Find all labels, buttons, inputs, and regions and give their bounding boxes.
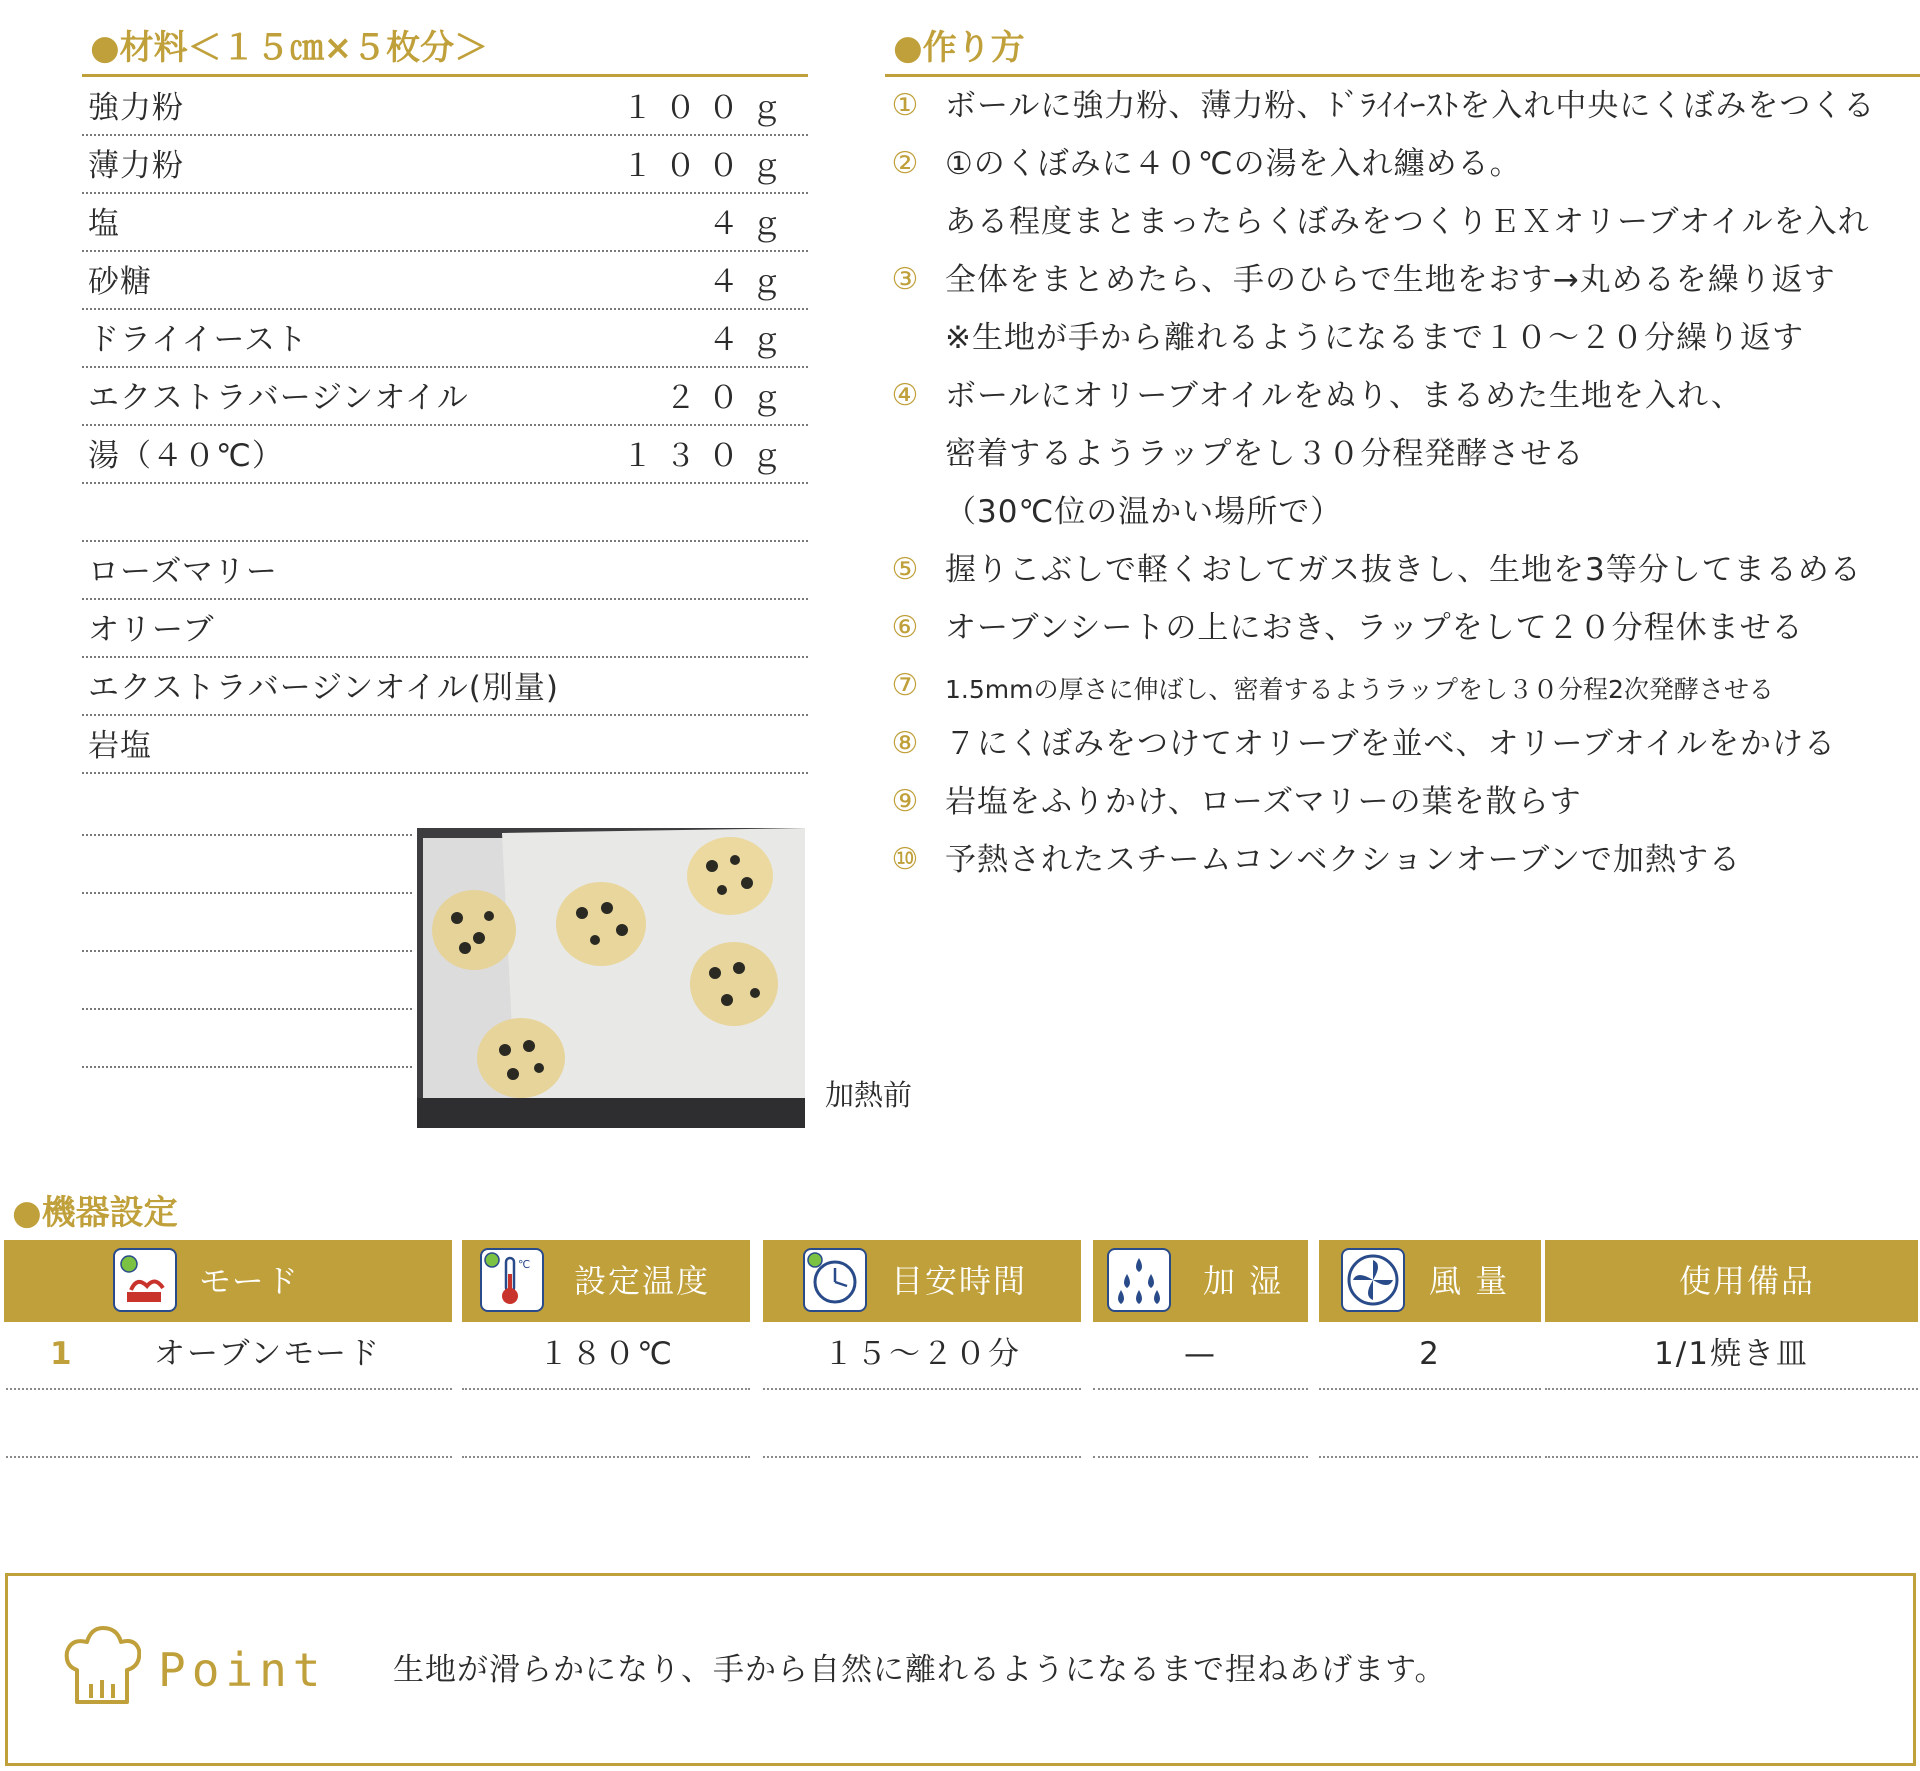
header-time — [763, 1240, 1081, 1322]
step-number: ⑤ — [891, 552, 919, 587]
ingredient-row — [82, 136, 808, 194]
ingredient-name: 砂糖 — [88, 264, 152, 300]
method-step — [885, 140, 1915, 190]
ingredient-row — [82, 78, 808, 136]
row-divider — [462, 1456, 750, 1458]
method-step — [885, 836, 1915, 886]
method-step — [885, 198, 1915, 248]
blank-line — [82, 892, 412, 894]
ingredient-name: エクストラバージンオイル — [88, 380, 469, 416]
point-box — [5, 1573, 1916, 1766]
method-step — [885, 546, 1915, 596]
step-number: ① — [891, 88, 919, 123]
ingredient-quantity: ２０ｇ — [665, 380, 794, 416]
method-step — [885, 778, 1915, 828]
method-step — [885, 82, 1915, 132]
step-text: 岩塩をふりかけ、ローズマリーの葉を散らす — [945, 784, 1582, 820]
step-number: ⑧ — [891, 726, 919, 761]
step-text: ボールにオリーブオイルをぬり、まるめた生地を入れ、 — [945, 378, 1743, 414]
ingredient-quantity: ４ｇ — [708, 206, 794, 242]
step-text: 予熱されたスチームコンベクションオーブンで加熱する — [945, 842, 1741, 878]
point-text: 生地が滑らかになり、手から自然に離れるようになるまで捏ねあげます。 — [393, 1652, 1447, 1688]
step-text: 全体をまとめたら、手のひらで生地をおす→丸めるを繰り返す — [945, 262, 1836, 298]
header-items-label: 使用備品 — [1679, 1262, 1816, 1300]
blank-line — [82, 834, 412, 836]
step-text: ※生地が手から離れるようになるまで１０～２０分繰り返す — [945, 320, 1804, 356]
ingredient-name: 岩塩 — [88, 728, 152, 764]
method-title-rule — [885, 74, 1920, 77]
step-text: オーブンシートの上におき、ラップをして２０分程休ませる — [945, 610, 1804, 646]
ingredient-row — [82, 542, 808, 600]
fan-value: 2 — [1419, 1336, 1441, 1372]
humid-value: — — [1184, 1336, 1217, 1372]
mode-value: オーブンモード — [154, 1336, 381, 1372]
step-number: ⑦ — [891, 668, 919, 703]
ingredient-name: エクストラバージンオイル(別量) — [88, 670, 559, 706]
ingredient-quantity: １００ｇ — [622, 148, 794, 184]
water-drops-icon — [1107, 1248, 1171, 1312]
ingredient-row — [82, 368, 808, 426]
row-divider — [1093, 1388, 1308, 1390]
ingredient-name: オリーブ — [88, 612, 215, 648]
row-divider — [1545, 1388, 1918, 1390]
temp-value: １８０℃ — [538, 1336, 674, 1372]
step-text: 握りこぶしで軽くおしてガス抜きし、生地を3等分してまるめる — [945, 552, 1862, 588]
method-step — [885, 720, 1915, 770]
row-divider — [763, 1456, 1081, 1458]
ingredient-row — [82, 658, 808, 716]
step-text: 1.5mmの厚さに伸ばし、密着するようラップをし３０分程2次発酵させる — [945, 675, 1774, 704]
method-step — [885, 372, 1915, 422]
step-text: 密着するようラップをし３０分程発酵させる — [945, 436, 1585, 472]
time-value: １５～２０分 — [823, 1336, 1021, 1372]
ingredient-name: 強力粉 — [88, 90, 184, 126]
step-number: ⑨ — [891, 784, 919, 819]
step-number: ⑥ — [891, 610, 919, 645]
header-temp — [462, 1240, 750, 1322]
step-text: ボールに強力粉、薄力粉、ﾄﾞﾗｲｲｰｽﾄを入れ中央にくぼみをつくる — [945, 88, 1876, 124]
blank-line — [82, 950, 412, 952]
ingredient-row — [82, 484, 808, 542]
oven-mode-icon — [113, 1248, 177, 1312]
header-items — [1545, 1240, 1918, 1322]
ingredient-quantity: １３０ｇ — [622, 438, 794, 474]
ingredient-name: 塩 — [88, 206, 120, 242]
row-divider — [1319, 1456, 1541, 1458]
step-text: ある程度まとまったらくぼみをつくりＥＸオリーブオイルを入れ — [945, 204, 1870, 240]
items-value: 1/1焼き皿 — [1654, 1336, 1809, 1372]
ingredients-title: ●材料＜１５㎝×５枚分＞ — [90, 28, 489, 68]
method-step — [885, 430, 1915, 480]
step-text: ７にくぼみをつけてオリーブを並べ、オリーブオイルをかける — [945, 726, 1837, 762]
ingredient-name: ドライイースト — [88, 322, 308, 358]
step-text: ①のくぼみに４０℃の湯を入れ纏める。 — [945, 146, 1522, 182]
row-divider — [1545, 1456, 1918, 1458]
header-time-label: 目安時間 — [891, 1262, 1028, 1300]
row-divider — [1093, 1456, 1308, 1458]
step-number: ⑩ — [891, 842, 919, 877]
step-number: ② — [891, 146, 919, 181]
header-mode — [4, 1240, 452, 1322]
row-divider — [763, 1388, 1081, 1390]
method-title: ●作り方 — [893, 28, 1025, 68]
ingredient-name: ローズマリー — [88, 554, 278, 590]
blank-line — [82, 1008, 412, 1010]
fan-icon — [1341, 1248, 1405, 1312]
clock-icon — [803, 1248, 867, 1312]
ingredient-row — [82, 716, 808, 774]
ingredient-name: 薄力粉 — [88, 148, 184, 184]
row-number: 1 — [50, 1336, 74, 1372]
step-number: ③ — [891, 262, 919, 297]
header-fan-label: 風 量 — [1429, 1262, 1510, 1300]
header-humid — [1093, 1240, 1308, 1322]
chef-hat-icon — [63, 1624, 141, 1712]
ingredient-row — [82, 426, 808, 484]
svg-text:℃: ℃ — [518, 1258, 531, 1271]
ingredients-title-rule — [82, 74, 808, 77]
header-temp-label: 設定温度 — [574, 1262, 711, 1300]
photo-caption: 加熱前 — [825, 1078, 913, 1112]
ingredient-row — [82, 310, 808, 368]
ingredient-quantity: １００ｇ — [622, 90, 794, 126]
method-step — [885, 604, 1915, 654]
thermometer-icon — [480, 1248, 544, 1312]
method-step — [885, 662, 1915, 712]
header-mode-label: モード — [199, 1262, 300, 1300]
ingredient-quantity: ４ｇ — [708, 322, 794, 358]
method-step — [885, 256, 1915, 306]
ingredient-name: 湯（４０℃） — [88, 438, 284, 474]
header-fan — [1319, 1240, 1541, 1322]
step-text: （30℃位の温かい場所で） — [945, 494, 1343, 530]
header-humid-label: 加 湿 — [1203, 1262, 1284, 1300]
ingredient-quantity: ４ｇ — [708, 264, 794, 300]
row-divider — [6, 1456, 452, 1458]
focaccia-photo-image — [417, 828, 805, 1128]
ingredient-row — [82, 600, 808, 658]
blank-line — [82, 1066, 412, 1068]
ingredient-row — [82, 252, 808, 310]
method-step — [885, 314, 1915, 364]
row-divider — [1319, 1388, 1541, 1390]
step-number: ④ — [891, 378, 919, 413]
row-divider — [6, 1388, 452, 1390]
point-label: Point — [158, 1643, 327, 1697]
row-divider — [462, 1388, 750, 1390]
focaccia-photo — [417, 828, 805, 1128]
ingredient-row — [82, 194, 808, 252]
equipment-title: ●機器設定 — [12, 1193, 178, 1233]
method-step — [885, 488, 1915, 538]
